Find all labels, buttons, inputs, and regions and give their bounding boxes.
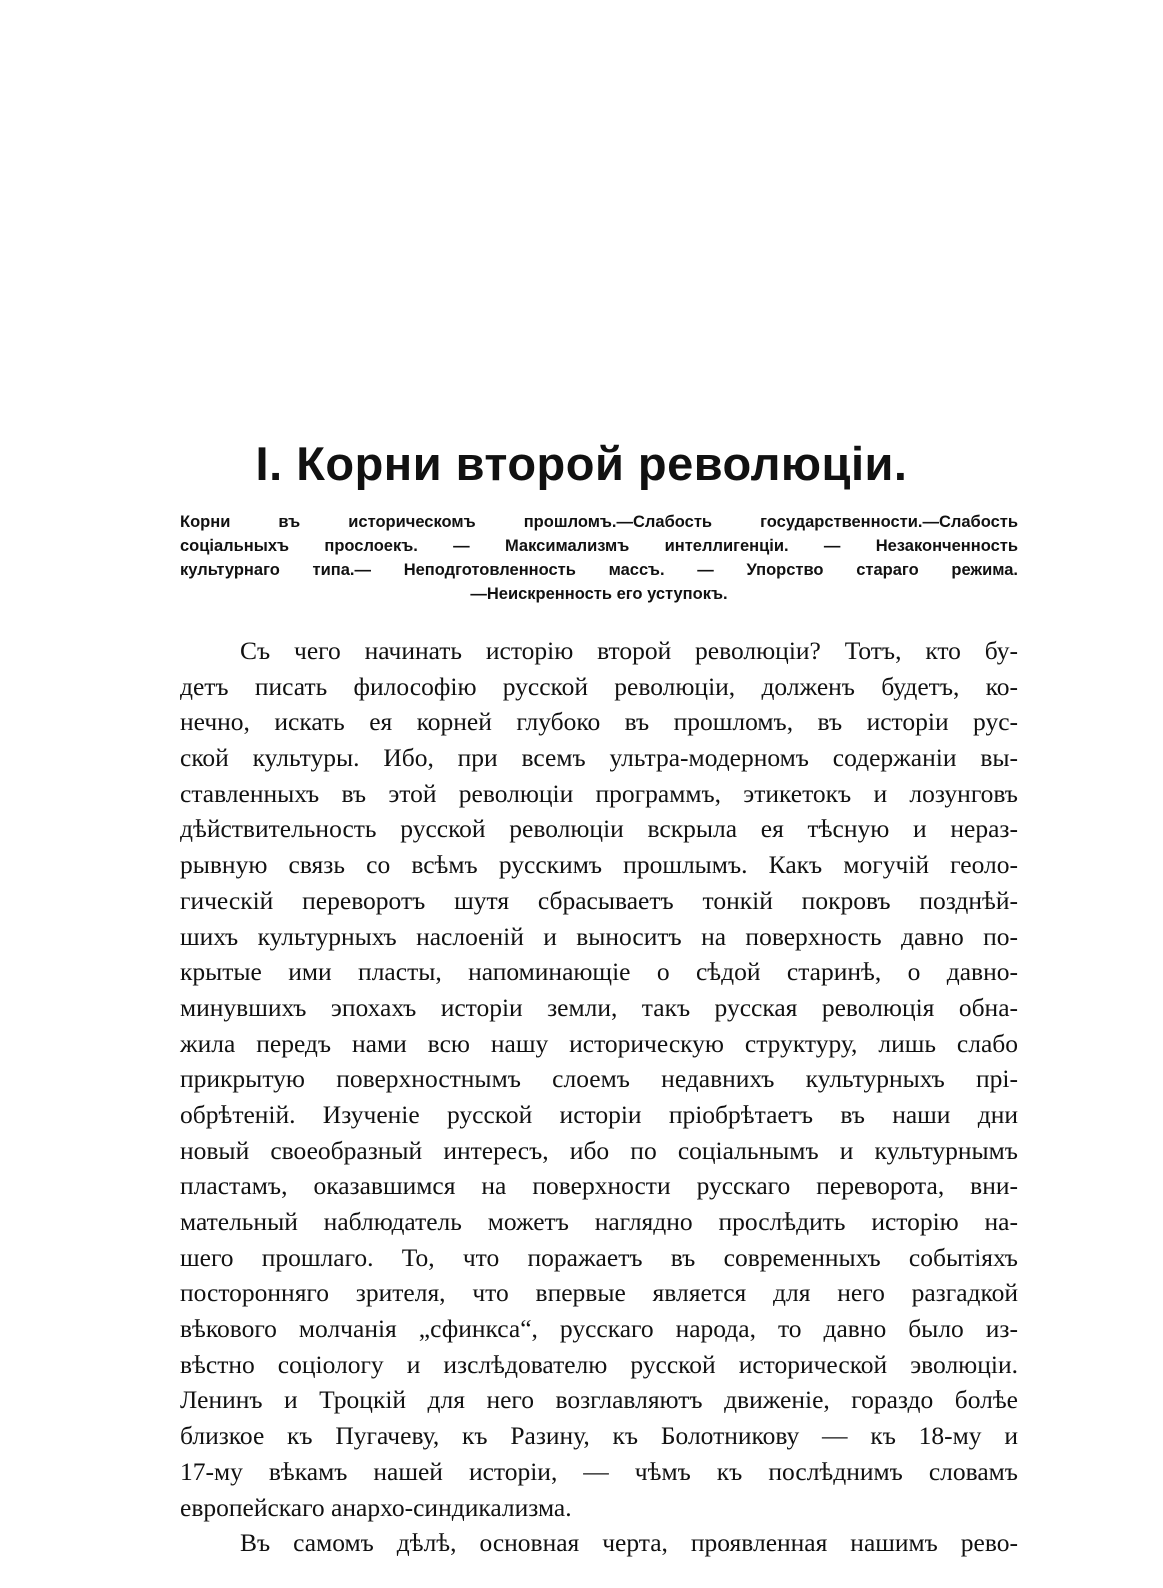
text-line: обрѣтеній. Изученіе русской исторіи пріобрѣтаетъ въ наши дни: [180, 1099, 1018, 1129]
text-line: прикрытую поверхностнымъ слоемъ недавнихъ культурныхъ прі-: [180, 1064, 1018, 1094]
text-line: детъ писать философію русской революціи, долженъ будетъ, ко-: [180, 671, 1018, 701]
text-line: жила передъ нами всю нашу историческую структуру, лишь слабо: [180, 1028, 1018, 1058]
text-line: рывную связь со всѣмъ русскимъ прошлымъ. Какъ могучій геоло-: [180, 850, 1018, 880]
text-line: Съ чего начинать исторію второй революціи? Тотъ, кто бу-: [240, 636, 1018, 665]
text-line: ставленныхъ въ этой революціи программъ, этикетокъ и лозунговъ: [180, 778, 1018, 808]
text-line: Въ самомъ дѣлѣ, основная черта, проявленная нашимъ рево-: [240, 1528, 1018, 1558]
text-line: крытые ими пласты, напоминающіе о сѣдой старинѣ, о давно-: [180, 957, 1018, 987]
text-line: посторонняго зрителя, что впервые является для него разгадкой: [180, 1278, 1018, 1308]
chapter-title: I. Корни второй революціи.: [255, 437, 908, 490]
summary-line: культурнаго типа.— Неподготовленность массъ. — Упорство стараго режима.: [180, 561, 1018, 579]
body-text: [180, 633, 1018, 1561]
text-line: вѣстно соціологу и изслѣдователю русской исторической эволюціи.: [180, 1349, 1018, 1379]
text-line: гическій переворотъ шутя сбрасываетъ тонкій покровъ позднѣй-: [180, 885, 1018, 915]
text-line: ской культуры. Ибо, при всемъ ультра-модерномъ содержаніи вы-: [180, 743, 1018, 773]
text-line: 17-му вѣкамъ нашей исторіи, — чѣмъ къ послѣднимъ словамъ: [180, 1456, 1018, 1486]
summary-line: Корни въ историческомъ прошломъ.—Слабость государственности.—Слабость: [180, 513, 1018, 531]
text-line: Ленинъ и Троцкій для него возглавляютъ движеніе, гораздо болѣе: [180, 1385, 1018, 1415]
text-line: вѣкового молчанія „сфинкса“, русскаго народа, то давно было из-: [180, 1314, 1018, 1344]
text-line: близкое къ Пугачеву, къ Разину, къ Болотникову — къ 18-му и: [180, 1421, 1018, 1451]
text-line: дѣйствительность русской революціи вскрыла ея тѣсную и нераз-: [180, 814, 1018, 844]
text-line: пластамъ, оказавшимся на поверхности русскаго переворота, вни-: [180, 1171, 1018, 1201]
paragraph-2: [180, 1525, 1018, 1561]
text-line: мательный наблюдатель можетъ наглядно прослѣдить исторію на-: [180, 1207, 1018, 1236]
text-line: шего прошлаго. То, что поражаетъ въ современныхъ событіяхъ: [180, 1242, 1018, 1272]
paragraph-1: [180, 633, 1018, 1525]
text-line: шихъ культурныхъ наслоеній и выноситъ на поверхность давно по-: [180, 921, 1018, 951]
chapter-summary: [180, 510, 1018, 606]
summary-line: соціальныхъ прослоекъ. — Максимализмъ интеллигенціи. — Незаконченность: [180, 537, 1018, 555]
text-line: нечно, искать ея корней глубоко въ прошломъ, въ исторіи рус-: [180, 707, 1018, 737]
text-line: минувшихъ эпохахъ исторіи земли, такъ русская революція обна-: [180, 992, 1018, 1022]
summary-line: —Неискренность его уступокъ.: [470, 585, 728, 603]
text-line: новый своеобразный интересъ, ибо по соціальнымъ и культурнымъ: [180, 1135, 1018, 1165]
text-line: европейскаго анархо-синдикализма.: [180, 1492, 572, 1522]
